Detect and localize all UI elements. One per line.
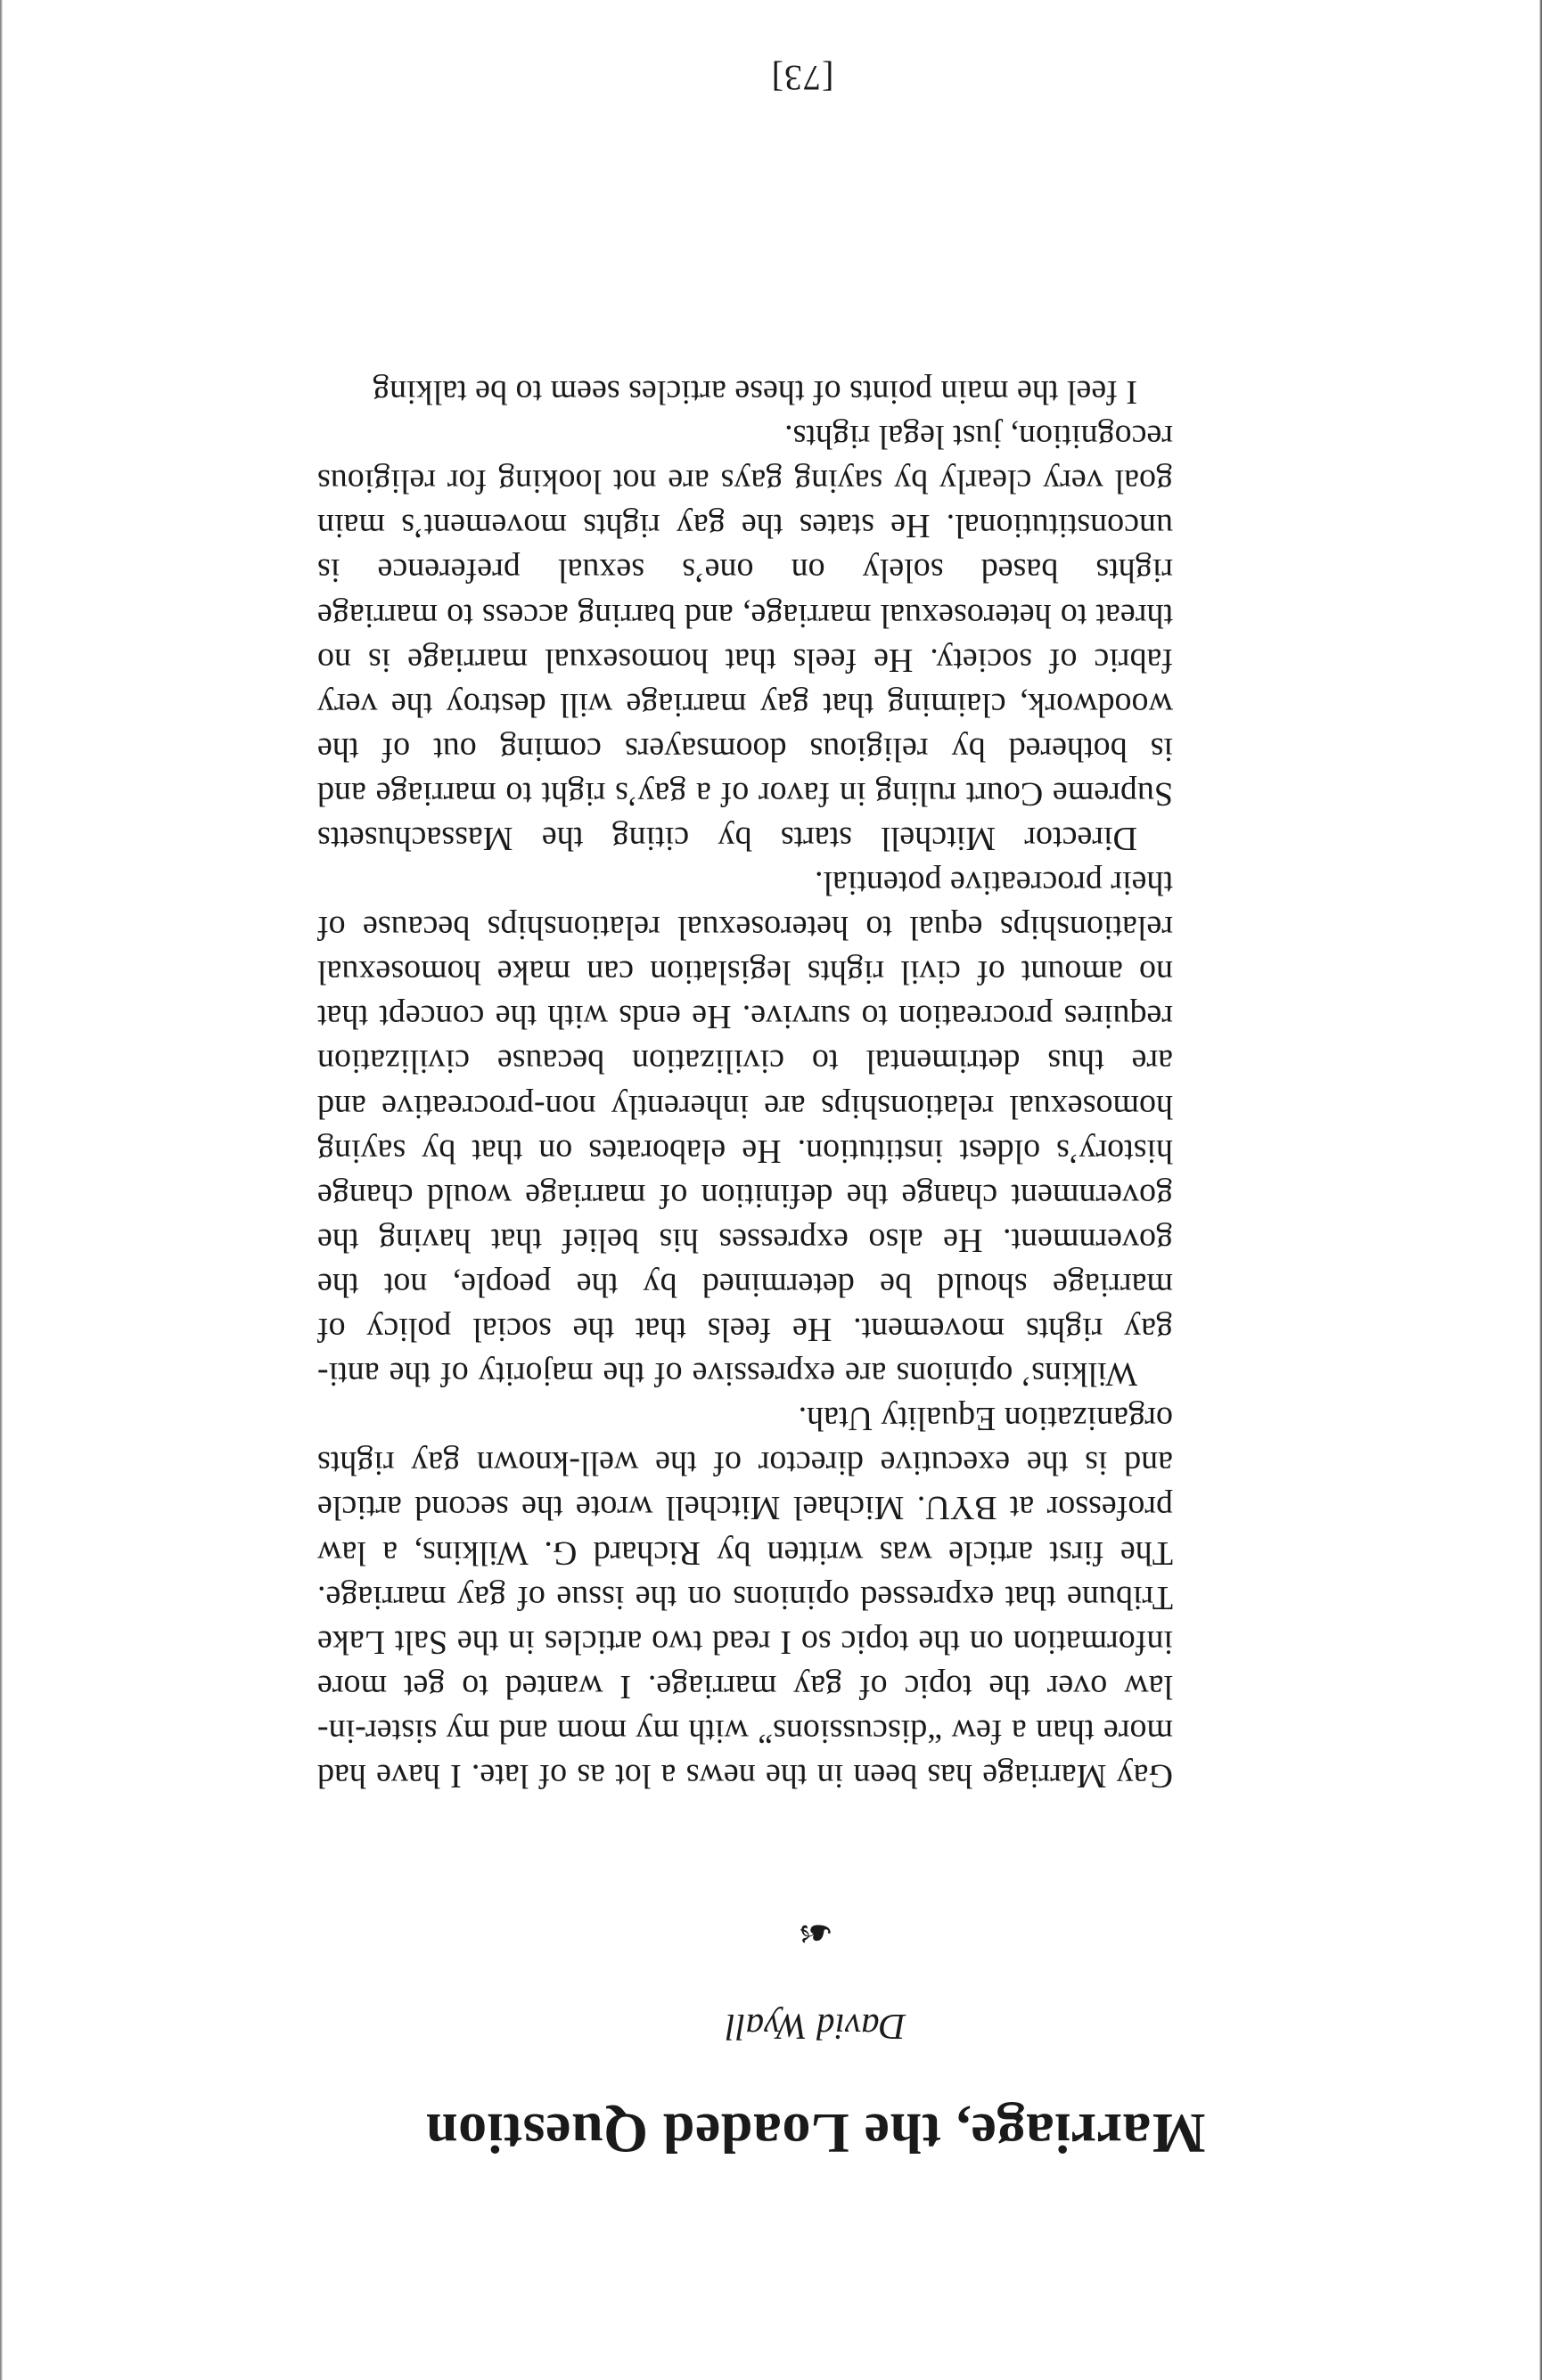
page-number: [73]	[770, 58, 834, 98]
paragraph-4: I feel the main points of these articles seem to be talking	[373, 373, 1137, 412]
article-body	[317, 370, 1173, 1798]
scan-edge-right	[0, 0, 3, 2380]
paragraph-2: Wilkins’ opinions are expressive of the majority of the anti-gay rights movement. He feels that the social policy of marriage should be determined by the people, not the government. He also expresses his belief that having the government change the definition of marriage would change history’s oldest institution. He elaborates on that by saying homosexual relationships are inherently non-procreative and are thus detrimental to civilization because civilization requires procreation to survive. He ends with the concept that no amount of civil rights legislation can make homosexual relationships equal to heterosexual relationships because of their procreative potential.	[317, 864, 1173, 1394]
paragraph-3: Director Mitchell starts by citing the Massachusetts Supreme Court ruling in favor of a gay’s right to marriage and is bothered by religious doomsayers coming out of the woodwork, claiming that gay marriage will destroy the very fabric of society. He feels that homosexual marriage is no threat to heterosexual marriage, and barring access to marriage rights based solely on one’s sexual preference is unconstitutional. He states the gay rights movement’s main goal very clearly by saying gays are not looking for religious recognition, just legal rights.	[317, 418, 1173, 858]
fleuron-ornament: ☙	[797, 1910, 834, 1956]
article-author: David Wyall	[725, 2007, 906, 2048]
article-title: Marriage, the Loaded Question	[425, 2102, 1206, 2165]
paragraph-1: Gay Marriage has been in the news a lot as of late. I have had more than a few “discussions” with my mom and my sister-in-law over the topic of gay marriage. I wanted to get more information on the topic so I read two articles in the Salt Lake Tribune that expressed opinions on the issue of gay marriage. The first article was written by Richard G. Wilkins, a law professor at BYU. Michael Mitchell wrote the second article and is the executive director of the well-known gay rights organization Equality Utah.	[317, 1400, 1173, 1795]
